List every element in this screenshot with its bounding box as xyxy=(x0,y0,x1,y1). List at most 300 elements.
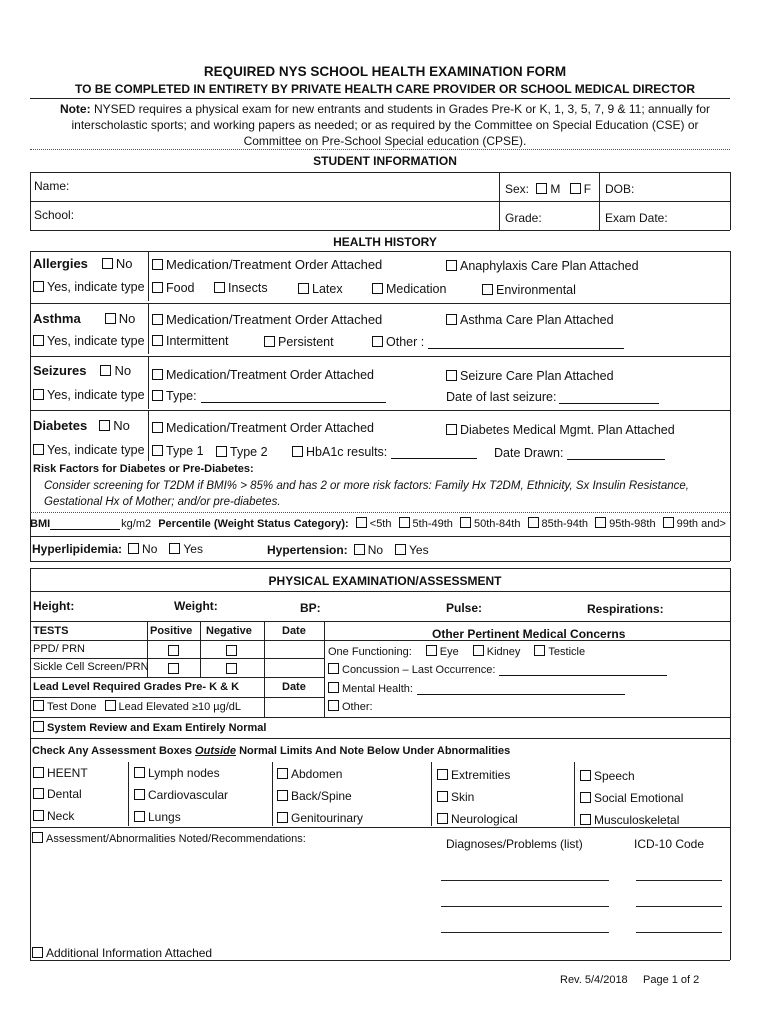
last-seizure-label: Date of last seizure: xyxy=(446,390,557,404)
lead-elevated-label: Lead Elevated xyxy=(118,701,189,713)
diabetes-plan xyxy=(446,423,675,437)
risk-factors-line-1: Consider screening for T2DM if BMI% > 85% and has 2 or more risk factors: Family Hx T2DM, Ethnicity, Sx Insulin Resistance, xyxy=(44,480,689,492)
other-concern-label: Other: xyxy=(342,701,373,713)
musculoskeletal xyxy=(580,813,679,827)
asthma-persistent xyxy=(264,335,334,349)
diabetes-type2-label: Type 2 xyxy=(230,445,268,459)
allergies-no-label: No xyxy=(115,256,133,271)
eye-label: Eye xyxy=(439,646,459,658)
hba1c-field[interactable] xyxy=(391,447,477,459)
skin xyxy=(437,790,474,804)
asthma-plan-checkbox[interactable] xyxy=(446,314,457,325)
hyperlipidemia-yes-label: Yes xyxy=(183,542,203,556)
mental-health-checkbox[interactable] xyxy=(328,682,339,693)
neck-label: Neck xyxy=(47,809,75,823)
sickle-negative-checkbox[interactable] xyxy=(226,663,237,674)
one-functioning xyxy=(328,645,585,658)
note-line-2: interscholastic sports; and working papers as needed; or as required by the Committee on Special Education (CSE) or xyxy=(71,118,699,132)
additional-info-checkbox[interactable] xyxy=(32,947,43,958)
neurological xyxy=(437,812,518,826)
social-emotional-label: Social Emotional xyxy=(594,791,684,805)
icd-heading: ICD-10 Code xyxy=(634,837,705,851)
exam-date-label: Exam Date: xyxy=(605,211,668,225)
neurological-label: Neurological xyxy=(451,812,518,826)
diabetes-yes-checkbox[interactable] xyxy=(33,444,44,455)
diabetes-row xyxy=(33,418,130,433)
extremities xyxy=(437,768,510,782)
asthma-yes-label: Yes, indicate type xyxy=(47,334,145,348)
grid-col-2 xyxy=(272,762,273,826)
tests-row-rule-3 xyxy=(30,697,324,698)
skin-checkbox[interactable] xyxy=(437,791,448,802)
neck-checkbox[interactable] xyxy=(33,810,44,821)
allergies-row xyxy=(33,256,133,271)
lead-date-header: Date xyxy=(282,681,306,693)
physical-right-border xyxy=(730,568,731,960)
test-done-label: Test Done xyxy=(47,701,97,713)
tests-col-2 xyxy=(200,621,201,678)
lead-elevated-checkbox[interactable] xyxy=(105,700,116,711)
diabetes-type2-checkbox[interactable] xyxy=(216,446,227,457)
allergies-no-checkbox[interactable] xyxy=(102,258,113,269)
allergies-label: Allergies xyxy=(33,256,88,271)
physical-top-rule xyxy=(30,568,730,569)
lungs xyxy=(134,810,181,824)
asthma-plan xyxy=(446,313,614,327)
student-right-border xyxy=(730,172,731,230)
seizure-plan xyxy=(446,369,614,383)
asthma-intermittent xyxy=(152,334,229,348)
concussion-label: Concussion – Last Occurrence: xyxy=(342,664,496,676)
asthma-row xyxy=(33,311,135,326)
allergy-environmental-label: Environmental xyxy=(496,283,576,297)
asthma-med-order-label: Medication/Treatment Order Attached xyxy=(166,312,383,327)
asthma-med-order-checkbox[interactable] xyxy=(152,314,163,325)
genitourinary-checkbox[interactable] xyxy=(277,812,288,823)
height-label: Height: xyxy=(33,599,75,613)
sex-label: Sex: xyxy=(505,182,530,196)
revision-date: Rev. 5/4/2018 xyxy=(560,974,628,986)
lead-elevated-value: ≥10 µg/dL xyxy=(191,701,242,713)
student-top-rule xyxy=(30,172,730,173)
name-label: Name: xyxy=(34,179,70,193)
other-concerns-heading: Other Pertinent Medical Concerns xyxy=(432,627,626,641)
date-header: Date xyxy=(282,625,306,637)
diabetes-med-order-label: Medication/Treatment Order Attached xyxy=(166,421,374,435)
pct-1-checkbox[interactable] xyxy=(356,517,367,528)
check-pre: Check Any Assessment Boxes xyxy=(32,745,192,757)
hyperlipidemia-no-label: No xyxy=(142,542,158,556)
asthma-bottom-rule xyxy=(30,356,730,357)
abdomen-label: Abdomen xyxy=(291,767,343,781)
weight-label: Weight: xyxy=(174,599,218,613)
hypertension-yes-checkbox[interactable] xyxy=(395,544,406,555)
bmi-field[interactable] xyxy=(50,519,120,530)
system-review xyxy=(33,721,266,734)
diabetes-yes-label: Yes, indicate type xyxy=(47,443,145,457)
diagnosis-line-3[interactable] xyxy=(441,932,609,933)
seizures-yes-checkbox[interactable] xyxy=(33,389,44,400)
check-post: Normal Limits And Note Below Under Abnormalities xyxy=(239,745,511,757)
asthma-intermittent-label: Intermittent xyxy=(166,334,229,348)
asthma-divider xyxy=(148,304,149,354)
asthma-other xyxy=(372,335,624,349)
cardio-label: Cardiovascular xyxy=(148,788,229,802)
note-label: Note: xyxy=(59,102,91,116)
physical-heading: PHYSICAL EXAMINATION/ASSESSMENT xyxy=(268,574,502,588)
extremities-checkbox[interactable] xyxy=(437,769,448,780)
tests-row-rule-1 xyxy=(30,658,324,659)
diagnosis-line-2[interactable] xyxy=(441,906,609,907)
back-spine-label: Back/Spine xyxy=(291,789,352,803)
seizure-type-field[interactable] xyxy=(201,391,386,403)
school-label: School: xyxy=(34,208,75,222)
neurological-checkbox[interactable] xyxy=(437,813,448,824)
pct-3-checkbox[interactable] xyxy=(460,517,471,528)
diabetes-yes xyxy=(33,443,145,457)
diabetes-type1-label: Type 1 xyxy=(166,444,204,458)
student-bottom-rule xyxy=(30,230,730,231)
allergies-yes xyxy=(33,280,145,294)
allergies-med-order-label: Medication/Treatment Order Attached xyxy=(166,257,383,272)
pct-2-label: 5th-49th xyxy=(412,518,453,530)
ppd-negative-checkbox[interactable] xyxy=(226,645,237,656)
tests-col-3 xyxy=(264,621,265,717)
extremities-label: Extremities xyxy=(451,768,511,782)
icd-line-3[interactable] xyxy=(636,932,722,933)
concussion-checkbox[interactable] xyxy=(328,663,339,674)
grid-col-3 xyxy=(431,762,432,826)
asthma-other-checkbox[interactable] xyxy=(372,336,383,347)
seizures-yes-label: Yes, indicate type xyxy=(47,388,145,402)
grid-col-1 xyxy=(128,762,129,826)
allergies-divider xyxy=(148,251,149,301)
hypertension-no-label: No xyxy=(367,543,384,557)
risk-bottom-rule xyxy=(30,512,730,513)
sex-m-label: M xyxy=(550,182,561,196)
musculoskeletal-label: Musculoskeletal xyxy=(594,813,680,827)
test-done xyxy=(33,700,241,713)
allergy-food-label: Food xyxy=(166,281,195,295)
allergy-environmental-checkbox[interactable] xyxy=(482,284,493,295)
diagnosis-line-1[interactable] xyxy=(441,880,609,881)
diabetes-divider xyxy=(148,411,149,461)
system-review-checkbox[interactable] xyxy=(33,721,44,732)
icd-line-1[interactable] xyxy=(636,880,722,881)
allergy-environmental xyxy=(482,283,576,297)
seizure-plan-checkbox[interactable] xyxy=(446,370,457,381)
sickle-positive-checkbox[interactable] xyxy=(168,663,179,674)
pct-4-label: 85th-94th xyxy=(541,518,589,530)
seizures-med-order-label: Medication/Treatment Order Attached xyxy=(166,368,374,382)
hyperlipidemia-row xyxy=(32,542,203,556)
hyperlipidemia-label: Hyperlipidemia: xyxy=(32,542,123,556)
seizures-no-checkbox[interactable] xyxy=(100,365,111,376)
lead-required-label: Lead Level Required Grades Pre- K & K xyxy=(33,681,240,693)
lungs-label: Lungs xyxy=(148,810,181,824)
grid-bottom-rule xyxy=(30,827,730,828)
bmi-row xyxy=(30,517,726,530)
tests-header: TESTS xyxy=(33,625,69,637)
cardio-checkbox[interactable] xyxy=(134,789,145,800)
diabetes-label: Diabetes xyxy=(33,418,88,433)
date-drawn-label: Date Drawn: xyxy=(494,446,564,460)
physical-bottom-rule xyxy=(30,960,730,961)
sex-m-checkbox[interactable] xyxy=(536,183,547,194)
test-done-checkbox[interactable] xyxy=(33,700,44,711)
check-assessment-instruction xyxy=(32,745,510,757)
physical-heading-rule xyxy=(30,591,730,592)
pct-5-label: 95th-98th xyxy=(609,518,656,530)
abnormalities xyxy=(32,832,306,845)
history-top-rule xyxy=(30,251,730,252)
pct-1-label: <5th xyxy=(369,518,392,530)
additional-info xyxy=(32,946,212,960)
abdomen xyxy=(277,767,342,781)
date-drawn xyxy=(494,446,665,460)
abnormalities-label: Assessment/Abnormalities Noted/Recommendations: xyxy=(46,833,306,845)
diagnoses-heading: Diagnoses/Problems (list) xyxy=(446,837,583,851)
back-spine xyxy=(277,789,352,803)
system-review-rule xyxy=(30,738,730,739)
note-text-1: NYSED requires a physical exam for new entrants and students in Grades Pre-K or K, 1, 3, 5, 7, 9 & 11; annually for xyxy=(93,102,711,116)
cardio xyxy=(134,788,228,802)
neck xyxy=(33,809,74,823)
testicle-label: Testicle xyxy=(548,646,586,658)
seizures-no-label: No xyxy=(114,363,132,378)
heent xyxy=(33,766,88,780)
asthma-plan-label: Asthma Care Plan Attached xyxy=(460,313,614,327)
sex-field xyxy=(505,182,591,196)
diabetes-type1 xyxy=(152,444,204,458)
date-drawn-field[interactable] xyxy=(567,448,665,460)
seizure-type xyxy=(152,389,386,403)
allergy-latex xyxy=(298,282,343,296)
pct-6-label: 99th and> xyxy=(676,518,726,530)
eye-checkbox[interactable] xyxy=(426,645,437,656)
seizure-type-label: Type: xyxy=(166,389,197,403)
hypertension-no-checkbox[interactable] xyxy=(354,544,365,555)
seizures-bottom-rule xyxy=(30,410,730,411)
allergy-insects-label: Insects xyxy=(228,281,268,295)
seizures-divider xyxy=(148,357,149,409)
sex-f-label: F xyxy=(583,182,592,196)
anaphylaxis-plan xyxy=(446,259,639,273)
lungs-checkbox[interactable] xyxy=(134,811,145,822)
note-line-3: Committee on Pre-School Special education (CPSE). xyxy=(243,134,527,148)
asthma-med-order xyxy=(152,312,382,327)
seizures-row xyxy=(33,363,131,378)
asthma-persistent-label: Persistent xyxy=(278,335,334,349)
diabetes-plan-checkbox[interactable] xyxy=(446,424,457,435)
sickle-label: Sickle Cell Screen/PRN xyxy=(33,661,149,673)
hypertension-row xyxy=(267,543,429,557)
one-functioning-label: One Functioning: xyxy=(328,646,412,658)
concussion-field[interactable] xyxy=(499,665,667,676)
hyperlipidemia-yes-checkbox[interactable] xyxy=(169,543,180,554)
pct-6-checkbox[interactable] xyxy=(663,517,674,528)
history-bottom-rule xyxy=(30,561,730,562)
heent-label: HEENT xyxy=(47,766,88,780)
header-rule xyxy=(30,98,730,99)
allergies-yes-label: Yes, indicate type xyxy=(47,280,145,294)
skin-label: Skin xyxy=(451,790,475,804)
asthma-label: Asthma xyxy=(33,311,81,326)
history-right-border xyxy=(730,251,731,561)
dob-label: DOB: xyxy=(605,182,635,196)
asthma-no-checkbox[interactable] xyxy=(105,313,116,324)
asthma-intermittent-checkbox[interactable] xyxy=(152,335,163,346)
page-number: Page 1 of 2 xyxy=(643,974,700,986)
diabetes-med-order xyxy=(152,421,374,435)
grid-col-4 xyxy=(574,762,575,826)
speech-label: Speech xyxy=(594,769,635,783)
positive-header: Positive xyxy=(150,625,193,637)
back-spine-checkbox[interactable] xyxy=(277,790,288,801)
seizures-label: Seizures xyxy=(33,363,87,378)
testicle-checkbox[interactable] xyxy=(534,645,545,656)
asthma-persistent-checkbox[interactable] xyxy=(264,336,275,347)
note-rule xyxy=(30,149,730,150)
hyperlipidemia-no-checkbox[interactable] xyxy=(128,543,139,554)
seizure-plan-label: Seizure Care Plan Attached xyxy=(460,369,614,383)
pct-3-label: 50th-84th xyxy=(473,518,521,530)
allergy-insects-checkbox[interactable] xyxy=(214,282,225,293)
anaphylaxis-plan-checkbox[interactable] xyxy=(446,260,457,271)
seizures-med-order xyxy=(152,368,374,382)
tests-col-4 xyxy=(324,621,325,717)
percentile-label: Percentile (Weight Status Category): xyxy=(158,518,349,530)
allergies-med-order xyxy=(152,257,382,272)
mental-health xyxy=(328,682,625,695)
lymph-label: Lymph nodes xyxy=(148,766,220,780)
allergy-latex-label: Latex xyxy=(312,282,343,296)
allergy-food xyxy=(152,281,195,295)
asthma-yes xyxy=(33,334,145,348)
grade-label: Grade: xyxy=(505,211,542,225)
diabetes-type2 xyxy=(216,445,268,459)
student-info-heading: STUDENT INFORMATION xyxy=(313,154,457,168)
tests-bottom-rule xyxy=(30,717,730,718)
speech xyxy=(580,769,635,783)
diabetes-med-order-checkbox[interactable] xyxy=(152,422,163,433)
lymph-checkbox[interactable] xyxy=(134,767,145,778)
social-emotional-checkbox[interactable] xyxy=(580,792,591,803)
check-outside: Outside xyxy=(195,745,236,757)
allergy-insects xyxy=(214,281,268,295)
bmi-label: BMI xyxy=(30,518,51,530)
respirations-label: Respirations: xyxy=(587,602,664,616)
form-title: REQUIRED NYS SCHOOL HEALTH EXAMINATION FORM xyxy=(203,64,567,79)
asthma-other-field[interactable] xyxy=(428,337,624,349)
allergies-med-order-checkbox[interactable] xyxy=(152,259,163,270)
dental-label: Dental xyxy=(47,787,82,801)
last-seizure-field[interactable] xyxy=(559,392,659,404)
student-mid-rule xyxy=(30,201,730,202)
school-field[interactable] xyxy=(130,205,490,225)
form-subtitle: TO BE COMPLETED IN ENTIRETY BY PRIVATE HEALTH CARE PROVIDER OR SCHOOL MEDICAL DIRECTOR xyxy=(74,82,696,96)
diabetes-no-checkbox[interactable] xyxy=(99,420,110,431)
system-review-label: System Review and Exam Entirely Normal xyxy=(47,722,267,734)
hba1c xyxy=(292,445,477,459)
risk-factors-title: Risk Factors for Diabetes or Pre-Diabetes: xyxy=(33,463,254,475)
allergy-medication-label: Medication xyxy=(386,282,447,296)
asthma-other-label: Other : xyxy=(386,335,425,349)
allergy-latex-checkbox[interactable] xyxy=(298,283,309,294)
note-line-1 xyxy=(0,102,770,116)
hypertension-label: Hypertension: xyxy=(267,543,348,557)
seizure-type-checkbox[interactable] xyxy=(152,390,163,401)
physical-left-border xyxy=(30,568,31,960)
bp-label: BP: xyxy=(300,601,321,615)
dental-checkbox[interactable] xyxy=(33,788,44,799)
lymph xyxy=(134,766,220,780)
hba1c-label: HbA1c results: xyxy=(306,445,388,459)
health-history-heading: HEALTH HISTORY xyxy=(333,235,437,249)
abnormalities-checkbox[interactable] xyxy=(32,832,43,843)
tests-row-rule-2 xyxy=(30,677,324,678)
asthma-yes-checkbox[interactable] xyxy=(33,335,44,346)
history-left-border xyxy=(30,251,31,561)
name-field[interactable] xyxy=(130,176,490,196)
kidney-checkbox[interactable] xyxy=(473,645,484,656)
pct-5-checkbox[interactable] xyxy=(595,517,606,528)
pct-4-checkbox[interactable] xyxy=(528,517,539,528)
pulse-label: Pulse: xyxy=(446,601,483,615)
seizures-yes xyxy=(33,388,145,402)
kidney-label: Kidney xyxy=(486,646,521,658)
allergy-medication-checkbox[interactable] xyxy=(372,283,383,294)
allergies-yes-checkbox[interactable] xyxy=(33,281,44,292)
sex-f-checkbox[interactable] xyxy=(570,183,581,194)
seizures-med-order-checkbox[interactable] xyxy=(152,369,163,380)
hba1c-checkbox[interactable] xyxy=(292,446,303,457)
mental-health-field[interactable] xyxy=(417,684,625,695)
diabetes-type1-checkbox[interactable] xyxy=(152,445,163,456)
allergy-food-checkbox[interactable] xyxy=(152,282,163,293)
last-seizure xyxy=(446,390,659,404)
additional-info-label: Additional Information Attached xyxy=(46,946,213,960)
diabetes-plan-label: Diabetes Medical Mgmt. Plan Attached xyxy=(460,423,675,437)
allergy-medication xyxy=(372,282,446,296)
anaphylaxis-plan-label: Anaphylaxis Care Plan Attached xyxy=(460,259,639,273)
ppd-label: PPD/ PRN xyxy=(33,643,85,655)
other-concern xyxy=(328,700,373,713)
diabetes-no-label: No xyxy=(113,418,130,433)
speech-checkbox[interactable] xyxy=(580,770,591,781)
icd-line-2[interactable] xyxy=(636,906,722,907)
concussion xyxy=(328,663,667,676)
other-concern-checkbox[interactable] xyxy=(328,700,339,711)
negative-header: Negative xyxy=(206,625,252,637)
vitals-bottom-rule xyxy=(30,621,730,622)
dental xyxy=(33,787,82,801)
genitourinary-label: Genitourinary xyxy=(291,811,364,825)
ppd-positive-checkbox[interactable] xyxy=(168,645,179,656)
abdomen-checkbox[interactable] xyxy=(277,768,288,779)
allergies-bottom-rule xyxy=(30,303,730,304)
social-emotional xyxy=(580,791,683,805)
mental-health-label: Mental Health: xyxy=(342,683,413,695)
risk-factors-line-2: Gestational Hx of Mother; and/or pre-diabetes. xyxy=(44,496,281,508)
bmi-unit: kg/m2 xyxy=(121,518,152,530)
hypertension-yes-label: Yes xyxy=(409,543,429,557)
musculoskeletal-checkbox[interactable] xyxy=(580,814,591,825)
genitourinary xyxy=(277,811,363,825)
heent-checkbox[interactable] xyxy=(33,767,44,778)
asthma-no-label: No xyxy=(118,311,136,326)
pct-2-checkbox[interactable] xyxy=(399,517,410,528)
